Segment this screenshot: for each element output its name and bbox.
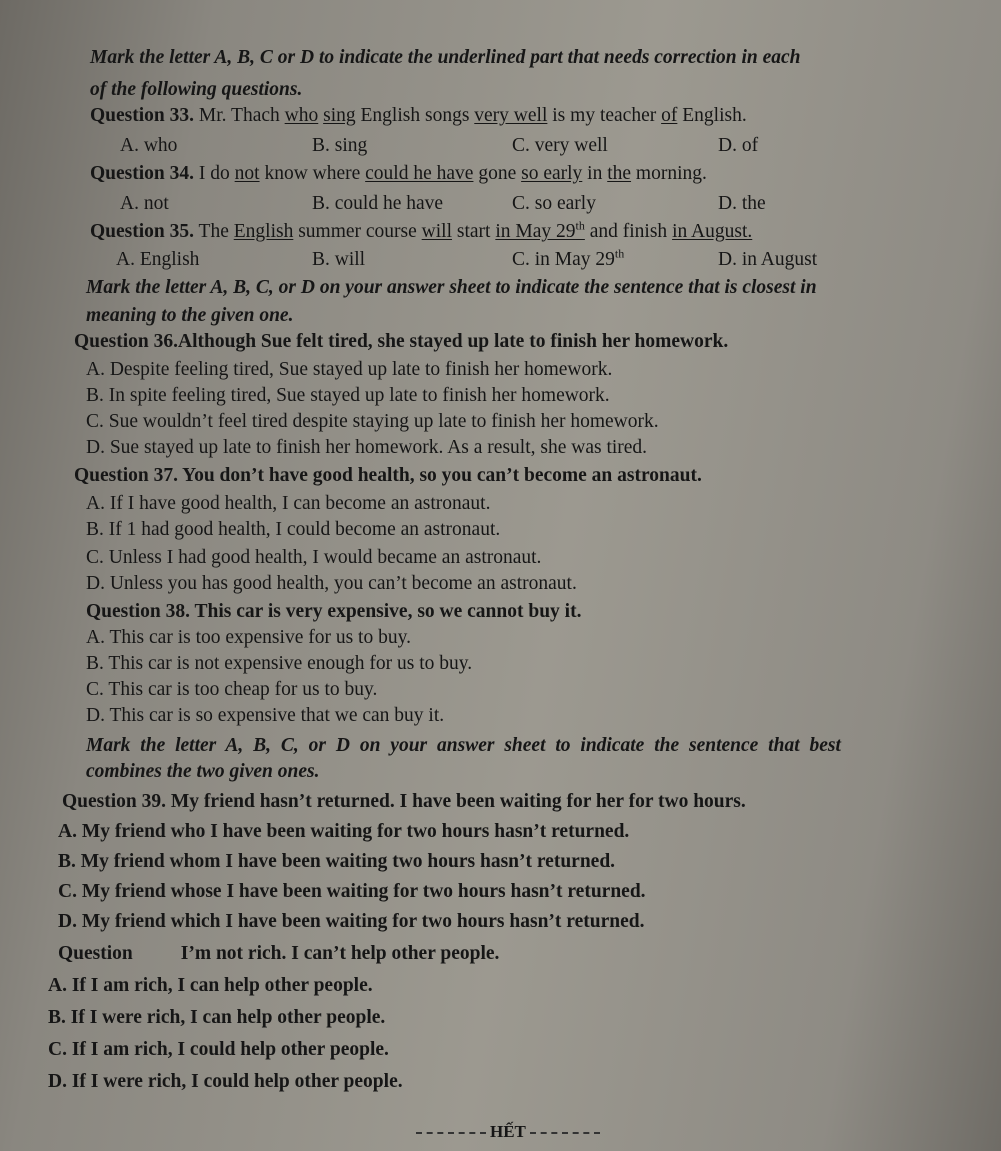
divider-left	[416, 1132, 486, 1134]
question-35-stem: Question 35. The English summer course will start in May 29th and finish in August.	[90, 218, 753, 242]
question-38-stem: Question 38. This car is very expensive, so we cannot buy it.	[86, 601, 582, 622]
q39-option-c: C. My friend whose I have been waiting for two hours hasn’t returned.	[58, 881, 646, 902]
q36-option-b: B. In spite feeling tired, Sue stayed up late to finish her homework.	[86, 385, 610, 406]
q37-option-a: A. If I have good health, I can become an astronaut.	[86, 493, 491, 514]
q40-option-c: C. If I am rich, I could help other people.	[48, 1039, 389, 1060]
q33-option-d: D. of	[718, 135, 759, 156]
q35-option-b: B. will	[312, 249, 366, 270]
end-marker: HẾT	[412, 1122, 604, 1142]
q33-option-a: A. who	[120, 135, 178, 156]
q33-option-c: C. very well	[512, 135, 608, 156]
q37-option-c: C. Unless I had good health, I would became an astronaut.	[86, 547, 542, 568]
section2-instruction-cont: meaning to the given one.	[86, 305, 294, 326]
q36-option-a: A. Despite feeling tired, Sue stayed up late to finish her homework.	[86, 359, 613, 380]
q40-option-a: A. If I am rich, I can help other people.	[48, 975, 373, 996]
q34-option-b: B. could he have	[312, 193, 444, 214]
q36-option-c: C. Sue wouldn’t feel tired despite staying up late to finish her homework.	[86, 411, 659, 432]
divider-right	[530, 1132, 600, 1134]
question-40-stem: Question I’m not rich. I can’t help other people.	[58, 943, 500, 964]
q35-option-c: C. in May 29th	[512, 246, 625, 270]
question-33-stem: Question 33. Mr. Thach who sing English songs very well is my teacher of English.	[90, 105, 747, 126]
q39-option-b: B. My friend whom I have been waiting two hours hasn’t returned.	[58, 851, 616, 872]
q36-option-d: D. Sue stayed up late to finish her homework. As a result, she was tired.	[86, 437, 648, 458]
question-37-stem: Question 37. You don’t have good health, so you can’t become an astronaut.	[74, 465, 702, 486]
section1-instruction-cont: of the following questions.	[90, 79, 303, 100]
section3-instruction-cont: combines the two given ones.	[86, 761, 320, 782]
q37-option-b: B. If 1 had good health, I could become an astronaut.	[86, 519, 501, 540]
question-34-stem: Question 34. I do not know where could he have gone so early in the morning.	[90, 163, 707, 184]
q35-option-a: A. English	[116, 249, 200, 270]
q33-option-b: B. sing	[312, 135, 368, 156]
section1-instruction: Mark the letter A, B, C or D to indicate the underlined part that needs correction in each	[90, 47, 801, 68]
q38-option-b: B. This car is not expensive enough for us to buy.	[86, 653, 473, 674]
q39-option-a: A. My friend who I have been waiting for two hours hasn’t returned.	[58, 821, 630, 842]
q34-option-a: A. not	[120, 193, 169, 214]
q40-option-b: B. If I were rich, I can help other people.	[48, 1007, 386, 1028]
q38-option-a: A. This car is too expensive for us to buy.	[86, 627, 411, 648]
q34-option-d: D. the	[718, 193, 766, 214]
q35-option-d: D. in August	[718, 249, 818, 270]
section2-instruction: Mark the letter A, B, C, or D on your answer sheet to indicate the sentence that is closest in	[86, 277, 817, 298]
question-36-stem: Question 36.Although Sue felt tired, she stayed up late to finish her homework.	[74, 331, 729, 352]
section3-instruction: Mark the letter A, B, C, or D on your answer sheet to indicate the sentence that best	[86, 735, 841, 756]
q38-option-c: C. This car is too cheap for us to buy.	[86, 679, 378, 700]
question-39-stem: Question 39. My friend hasn’t returned. I have been waiting for her for two hours.	[62, 791, 746, 812]
q38-option-d: D. This car is so expensive that we can buy it.	[86, 705, 445, 726]
q39-option-d: D. My friend which I have been waiting for two hours hasn’t returned.	[58, 911, 645, 932]
q34-option-c: C. so early	[512, 193, 596, 214]
q37-option-d: D. Unless you has good health, you can’t become an astronaut.	[86, 573, 577, 594]
q40-option-d: D. If I were rich, I could help other people.	[48, 1071, 403, 1092]
